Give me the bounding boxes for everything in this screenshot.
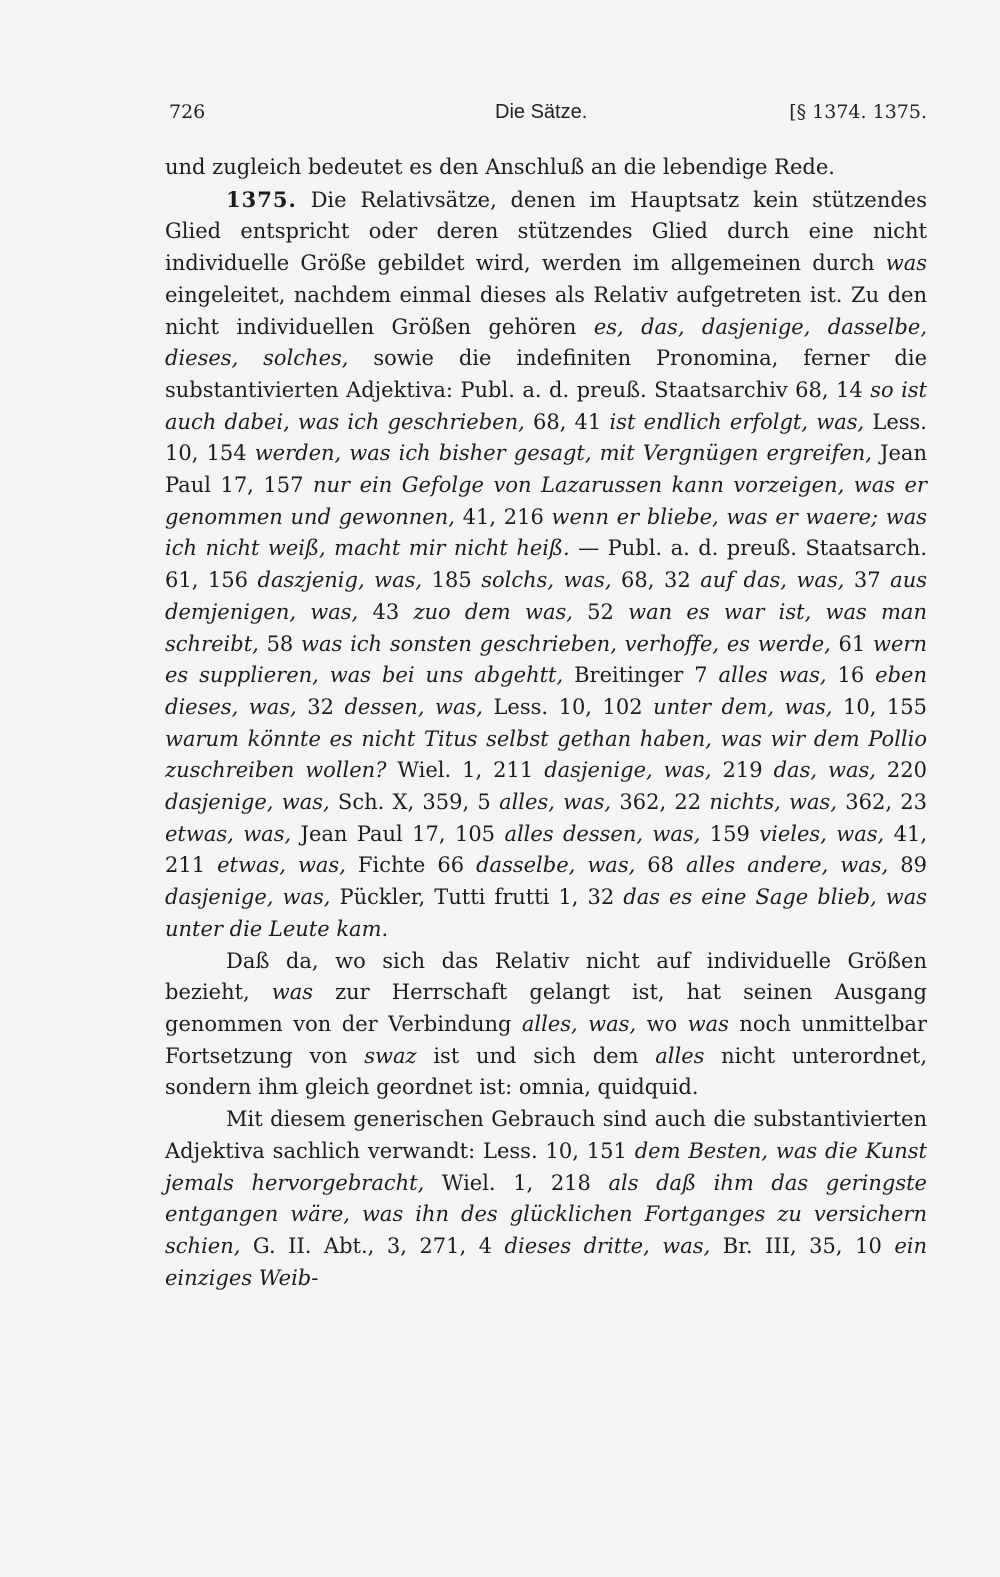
text-run: Jean Paul 17, 157 [165, 441, 927, 498]
text-run: 68, 32 [611, 568, 701, 593]
text-run: Wiel. 1, 218 [424, 1170, 609, 1195]
italic-run: was ich sonsten geschrieben, verhoffe, es werde, [301, 631, 831, 656]
page-number: 726 [169, 101, 206, 123]
text-run: 89 [888, 853, 927, 878]
paragraph-1375 [165, 184, 927, 946]
text-run: Jean Paul 17, 105 [291, 821, 505, 846]
italic-run: dessen, was, [344, 694, 483, 719]
italic-run: nichts, was, [709, 790, 837, 815]
italic-run: es, das, dasjenige, dasselbe, dieses, solches, [165, 314, 927, 371]
italic-run: etwas, was, [217, 853, 346, 878]
italic-run: etwas, was, [165, 821, 292, 846]
italic-run: wern es supplieren, was bei uns abgehtt, [165, 631, 927, 688]
italic-run: alles, was, [521, 1011, 637, 1036]
text-run: Die Relativsätze, denen im Hauptsatz kein stützendes Glied entspricht oder deren stützendes Glied durch eine nicht individuelle Größe gebildet wird, werden im allgemeinen durch [165, 187, 927, 276]
paragraph-origin [165, 946, 927, 1105]
italic-run: was [271, 980, 314, 1005]
italic-run: alles andere, was, [686, 853, 889, 878]
italic-run: wenn er bliebe, was er waere; was ich nicht weiß, macht mir nicht heiß. [165, 504, 928, 561]
text-run: nicht unterordnet, sondern ihm gleich geordnet ist: omnia, quidquid. [165, 1043, 927, 1100]
italic-run: vieles, was, [759, 821, 885, 846]
text-run: 362, 23 [837, 790, 927, 815]
text-run: 220 [875, 758, 928, 783]
section-number: 1375. [226, 186, 297, 212]
text-run: Mit diesem generischen Gebrauch sind auch die substantivierten Adjektiva sachlich verwandt: Less. 10, 151 [165, 1107, 927, 1163]
paragraph-adjectives [165, 1104, 927, 1294]
text-run: wo [636, 1011, 688, 1036]
italic-run: was [885, 251, 927, 276]
text-run: 68, 41 [524, 409, 610, 434]
text-run: 16 [826, 663, 876, 688]
italic-run: ein einziges Weib- [165, 1233, 927, 1290]
italic-run: was [687, 1011, 729, 1036]
text-run: 52 [572, 599, 629, 624]
text-run: 219 [711, 758, 774, 783]
text-run: Wiel. 1, 211 [386, 758, 545, 783]
italic-run: ist endlich erfolgt, was, [609, 409, 865, 434]
italic-run: alles [655, 1043, 705, 1068]
text-run: zur Herrschaft gelangt ist, hat seinen Ausgang genommen von der Verbindung [165, 980, 927, 1036]
text-run: Less. 10, 154 [165, 409, 927, 466]
italic-run: swaz [364, 1043, 417, 1068]
text-run: — Publ. a. d. preuß. Staatsarch. 61, 156 [165, 536, 927, 593]
italic-run: als daß ihm das geringste entgangen wäre, was ihn des glücklichen Fortganges zu versichern schien, [165, 1170, 927, 1258]
text-run: 68 [635, 853, 687, 878]
italic-run: aus demjenigen, was, [165, 568, 927, 624]
text-run: 37 [844, 568, 891, 593]
italic-run: daszjenig, was, [257, 568, 423, 593]
text-run: Sch. X, 359, 5 [329, 790, 500, 815]
italic-run: dem Besten, was die Kunst jemals hervorgebracht, [165, 1138, 927, 1195]
text-run: Less. 10, 102 [482, 694, 654, 719]
italic-run: dasselbe, was, [476, 853, 636, 878]
italic-run: alles dessen, was, [504, 821, 701, 846]
italic-run: warum könnte es nicht Titus selbst gethan haben, was wir dem Pollio zuschreiben wollen? [165, 726, 927, 783]
text-run: noch unmittelbar Fortsetzung von [165, 1011, 927, 1068]
italic-run: dasjenige, was, [165, 790, 330, 815]
text-run: Breitinger 7 [563, 663, 719, 688]
italic-run: dasjenige, was, [544, 758, 712, 783]
italic-run: solchs, was, [481, 568, 612, 593]
running-header [165, 101, 927, 131]
italic-run: das es eine Sage blieb, was unter die Leute kam. [165, 885, 928, 941]
text-run: 58 [258, 631, 302, 656]
italic-run: werden, was ich bisher gesagt, mit Vergnügen ergreifen, [254, 441, 872, 466]
paragraph-continuation: und zugleich bedeutet es den Anschluß an die lebendige Rede. [165, 155, 835, 179]
section-reference: [§ 1374. 1375. [789, 101, 927, 123]
italic-run: alles, was, [499, 790, 612, 815]
text-run: Br. III, 35, 10 [710, 1233, 895, 1258]
italic-run: auf das, was, [700, 568, 845, 593]
text-run: 41, 216 [454, 504, 552, 529]
text-run: Pückler, Tutti frutti 1, 32 [330, 885, 624, 910]
text-run: Fichte 66 [345, 853, 477, 878]
text-run: 362, 22 [611, 790, 710, 815]
text-run: 41, 211 [165, 821, 928, 878]
italic-run: dasjenige, was, [165, 885, 331, 910]
text-run: 10, 155 [832, 694, 927, 719]
italic-run: dieses dritte, was, [504, 1233, 711, 1258]
italic-run: eben dieses, was, [165, 663, 927, 719]
text-run: G. II. Abt., 3, 271, 4 [240, 1233, 505, 1258]
text-run: Daß da, wo sich das Relativ nicht auf individuelle Größen bezieht, [165, 948, 927, 1005]
text-run: 185 [422, 568, 482, 593]
running-title: Die Sätze. [495, 101, 588, 123]
italic-run: das, was, [773, 758, 876, 783]
text-run: 159 [700, 821, 760, 846]
text-run: 61 [830, 631, 874, 656]
text-run: ist und sich dem [416, 1043, 656, 1068]
body-text [165, 152, 927, 1294]
italic-run: zuo dem was, [413, 599, 573, 624]
text-run: 32 [296, 694, 345, 719]
text-run: sowie die indefiniten Pronomina, ferner die substantivierten Adjektiva: Publ. a. d. preuß. Staatsarchiv 68, 14 [165, 346, 927, 402]
text-run: eingeleitet, nachdem einmal dieses als Relativ aufgetreten ist. Zu den nicht individuellen Größen gehören [165, 282, 927, 339]
italic-run: wan es war ist, was man schreibt, [165, 599, 927, 656]
italic-run: so ist auch dabei, was ich geschrieben, [165, 377, 927, 434]
italic-run: unter dem, was, [653, 694, 833, 719]
italic-run: alles was, [718, 663, 827, 688]
italic-run: nur ein Gefolge von Lazarussen kann vorzeigen, was er genommen und gewonnen, [165, 473, 928, 529]
text-run: 43 [358, 599, 414, 624]
